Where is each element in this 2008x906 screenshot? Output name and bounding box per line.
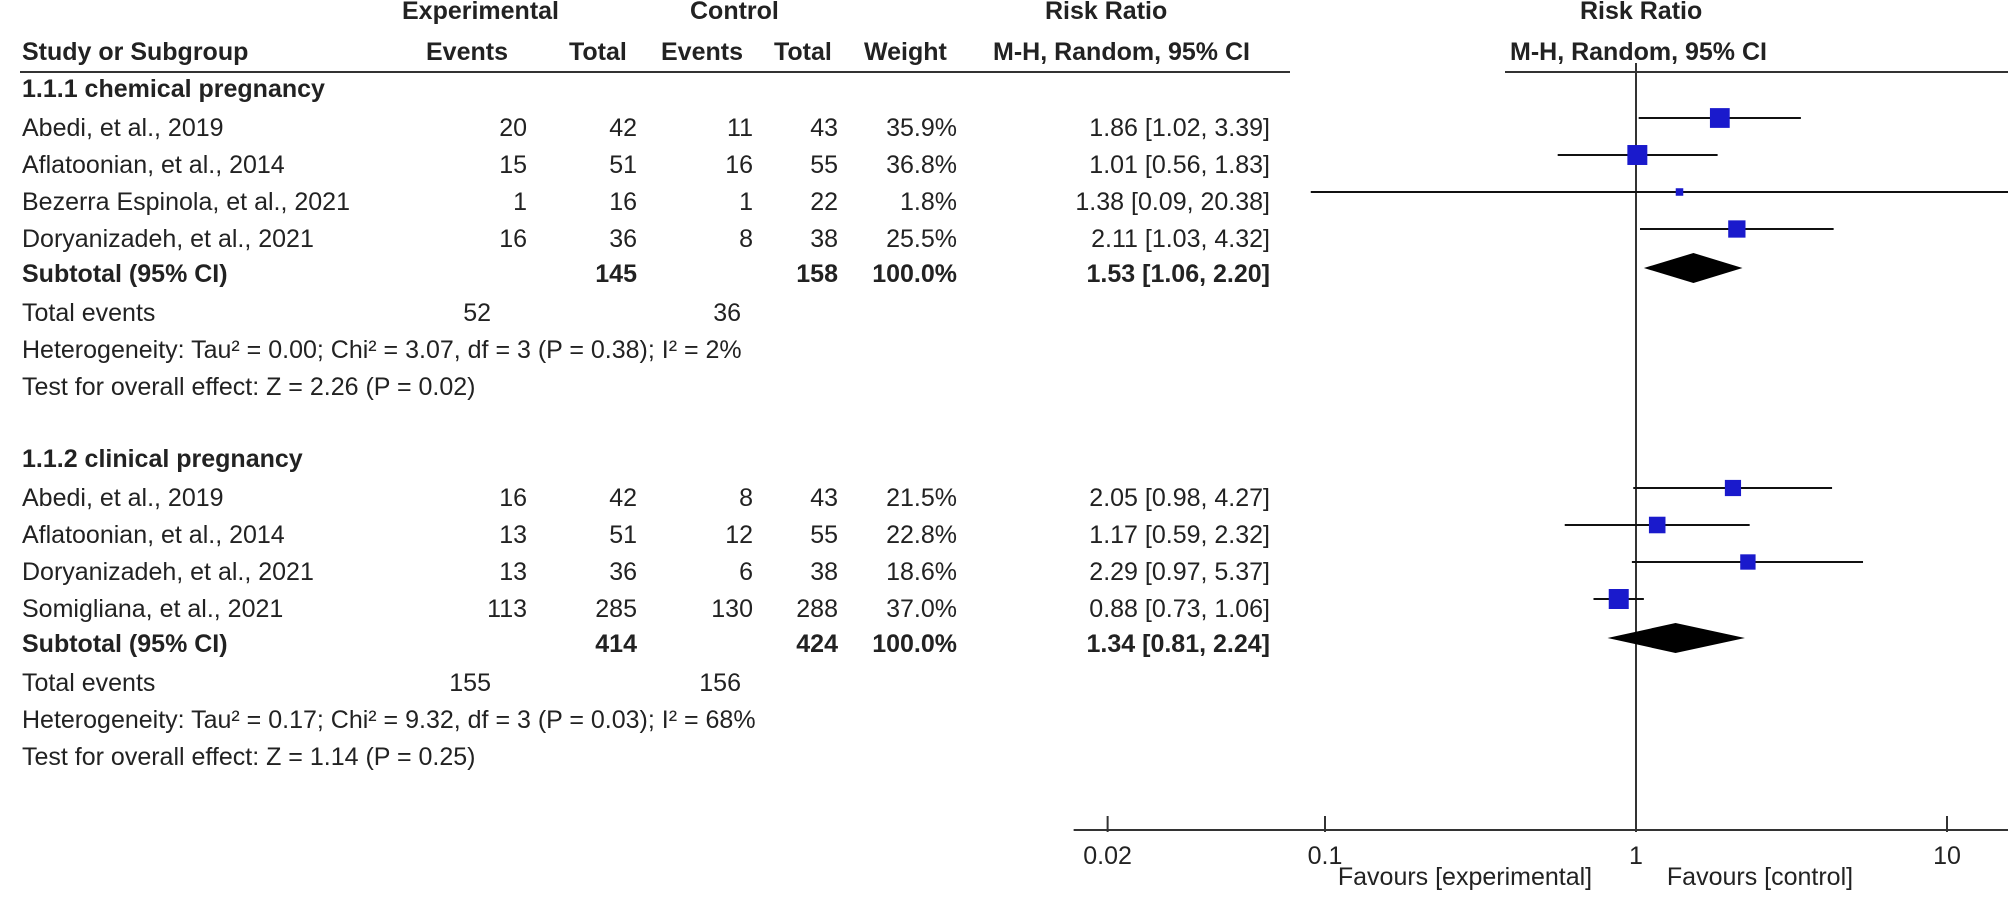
ctrl-total: 43	[810, 484, 838, 512]
ctrl-total: 288	[796, 595, 838, 623]
total-events-ctrl: 36	[713, 299, 741, 327]
exp-total: 42	[609, 484, 637, 512]
study-marker	[1740, 554, 1755, 569]
subtotal-ci: 1.53 [1.06, 2.20]	[1086, 260, 1270, 288]
subtotal-exp-total: 145	[595, 260, 637, 288]
study-name: Abedi, et al., 2019	[22, 484, 224, 512]
study-name: Doryanizadeh, et al., 2021	[22, 225, 314, 253]
exp-events: 113	[487, 595, 527, 623]
study-marker	[1728, 220, 1745, 237]
overall-effect-text: Test for overall effect: Z = 1.14 (P = 0.25)	[22, 743, 476, 771]
study-name: Abedi, et al., 2019	[22, 114, 224, 142]
favours-control-label: Favours [control]	[1666, 863, 1854, 891]
subtotal-label: Subtotal (95% CI)	[22, 260, 228, 288]
ctrl-total: 38	[810, 558, 838, 586]
exp-events: 15	[499, 151, 527, 179]
method-header: M-H, Random, 95% CI	[993, 38, 1250, 66]
study-name: Doryanizadeh, et al., 2021	[22, 558, 314, 586]
subtotal-weight: 100.0%	[872, 260, 957, 288]
x-tick-label: 10	[1933, 842, 1961, 870]
study-marker	[1725, 480, 1741, 496]
exp-total: 51	[609, 151, 637, 179]
total-events-ctrl: 156	[699, 669, 741, 697]
total-events-label: Total events	[22, 299, 156, 327]
ctrl-events: 130	[711, 595, 753, 623]
ctrl-events: 6	[739, 558, 753, 586]
ctrl-events: 11	[727, 114, 753, 142]
subtotal-diamond	[1608, 623, 1745, 653]
risk-ratio-header: Risk Ratio	[1045, 0, 1168, 25]
study-or-subgroup-header: Study or Subgroup	[22, 38, 249, 66]
study-marker	[1710, 108, 1730, 128]
ctrl-total: 55	[810, 521, 838, 549]
experimental-events-header: Events	[426, 38, 508, 66]
ctrl-events: 8	[739, 225, 753, 253]
exp-total: 51	[609, 521, 637, 549]
study-ci: 1.01 [0.56, 1.83]	[1089, 151, 1270, 179]
group-title: 1.1.1 chemical pregnancy	[22, 75, 325, 103]
exp-events: 20	[499, 114, 527, 142]
subtotal-ctrl-total: 158	[796, 260, 838, 288]
exp-total: 36	[609, 558, 637, 586]
exp-events: 16	[499, 484, 527, 512]
exp-events: 13	[499, 521, 527, 549]
study-weight: 1.8%	[900, 188, 957, 216]
study-ci: 1.86 [1.02, 3.39]	[1089, 114, 1270, 142]
study-ci: 2.29 [0.97, 5.37]	[1089, 558, 1270, 586]
study-weight: 25.5%	[886, 225, 957, 253]
study-ci: 1.38 [0.09, 20.38]	[1075, 188, 1270, 216]
total-events-exp: 155	[449, 669, 491, 697]
subtotal-label: Subtotal (95% CI)	[22, 630, 228, 658]
experimental-header: Experimental	[402, 0, 560, 25]
study-weight: 21.5%	[886, 484, 957, 512]
exp-total: 36	[609, 225, 637, 253]
study-weight: 18.6%	[886, 558, 957, 586]
study-name: Bezerra Espinola, et al., 2021	[22, 188, 350, 216]
study-name: Somigliana, et al., 2021	[22, 595, 284, 623]
exp-total: 16	[609, 188, 637, 216]
study-name: Aflatoonian, et al., 2014	[22, 521, 285, 549]
heterogeneity-text: Heterogeneity: Tau² = 0.00; Chi² = 3.07, df = 3 (P = 0.38); I² = 2%	[22, 336, 742, 364]
overall-effect-text: Test for overall effect: Z = 2.26 (P = 0.02)	[22, 373, 476, 401]
exp-events: 16	[499, 225, 527, 253]
study-ci: 2.11 [1.03, 4.32]	[1091, 225, 1270, 253]
x-tick-label: 1	[1629, 842, 1643, 870]
ctrl-total: 22	[810, 188, 838, 216]
study-weight: 35.9%	[886, 114, 957, 142]
risk-ratio-plot-header: Risk Ratio	[1580, 0, 1703, 25]
study-marker	[1676, 188, 1684, 196]
study-name: Aflatoonian, et al., 2014	[22, 151, 285, 179]
weight-header: Weight	[864, 38, 947, 66]
control-total-header: Total	[774, 38, 832, 66]
ctrl-events: 16	[725, 151, 753, 179]
study-weight: 22.8%	[886, 521, 957, 549]
ctrl-events: 1	[739, 188, 753, 216]
group-title: 1.1.2 clinical pregnancy	[22, 445, 303, 473]
study-weight: 37.0%	[886, 595, 957, 623]
exp-total: 285	[595, 595, 637, 623]
subtotal-ci: 1.34 [0.81, 2.24]	[1086, 630, 1270, 658]
ctrl-total: 38	[810, 225, 838, 253]
x-tick-label: 0.02	[1083, 842, 1132, 870]
study-ci: 0.88 [0.73, 1.06]	[1089, 595, 1270, 623]
method-plot-header: M-H, Random, 95% CI	[1510, 38, 1767, 66]
control-header: Control	[690, 0, 779, 25]
subtotal-ctrl-total: 424	[796, 630, 838, 658]
exp-events: 13	[499, 558, 527, 586]
favours-experimental-label: Favours [experimental]	[1337, 863, 1593, 891]
study-marker	[1609, 589, 1629, 609]
ctrl-events: 12	[725, 521, 753, 549]
experimental-total-header: Total	[569, 38, 627, 66]
total-events-exp: 52	[463, 299, 491, 327]
x-tick-label: 0.1	[1307, 842, 1343, 870]
exp-events: 1	[513, 188, 527, 216]
study-marker	[1627, 145, 1647, 165]
study-marker	[1649, 517, 1666, 534]
ctrl-total: 55	[810, 151, 838, 179]
subtotal-diamond	[1644, 253, 1743, 283]
study-weight: 36.8%	[886, 151, 957, 179]
ctrl-events: 8	[739, 484, 753, 512]
study-ci: 1.17 [0.59, 2.32]	[1089, 521, 1270, 549]
subtotal-weight: 100.0%	[872, 630, 957, 658]
exp-total: 42	[609, 114, 637, 142]
heterogeneity-text: Heterogeneity: Tau² = 0.17; Chi² = 9.32, df = 3 (P = 0.03); I² = 68%	[22, 706, 756, 734]
subtotal-exp-total: 414	[595, 630, 637, 658]
ctrl-total: 43	[810, 114, 838, 142]
total-events-label: Total events	[22, 669, 156, 697]
study-ci: 2.05 [0.98, 4.27]	[1089, 484, 1270, 512]
control-events-header: Events	[661, 38, 743, 66]
